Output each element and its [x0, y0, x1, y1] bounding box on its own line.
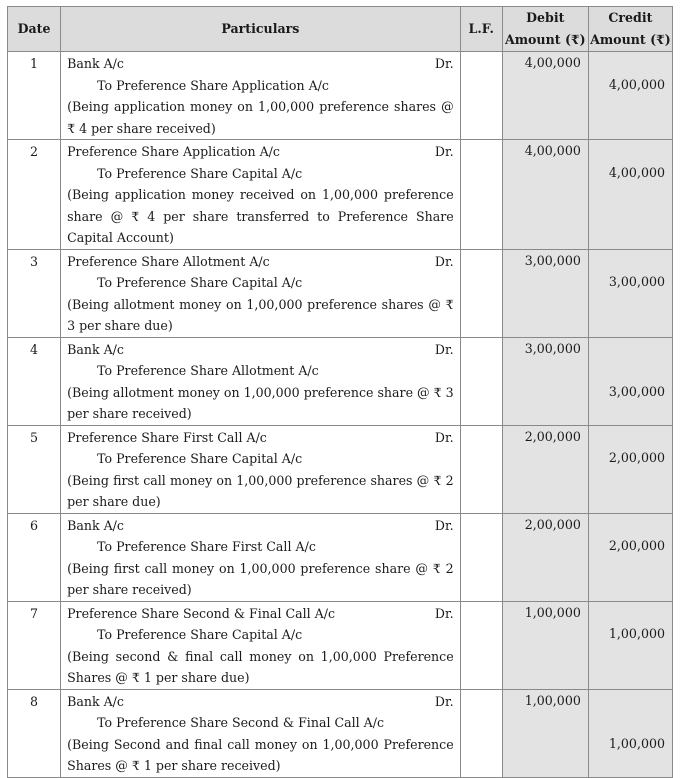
- credit-account: To Preference Share First Call A/c: [97, 539, 316, 554]
- entry-date: 6: [8, 513, 61, 601]
- narration: (Being allotment money on 1,00,000 preference share @ ₹ 3 per share received): [67, 384, 454, 421]
- entry-debit-cell: [502, 425, 588, 513]
- entry-debit-cell: [502, 689, 588, 777]
- entry-credit-cell: [588, 140, 672, 250]
- entry-credit-cell: [588, 513, 672, 601]
- debit-amount: 2,00,000: [524, 428, 581, 444]
- journal-entry: [8, 337, 673, 425]
- narration: (Being first call money on 1,00,000 preference shares @ ₹ 2 per share due): [67, 472, 454, 509]
- entry-credit-cell: [588, 425, 672, 513]
- entry-date: 4: [8, 337, 61, 425]
- entry-date: 1: [8, 52, 61, 140]
- credit-account: To Preference Share Capital A/c: [97, 627, 303, 642]
- journal-entry: [8, 140, 673, 250]
- entry-date: 2: [8, 140, 61, 250]
- header-particulars: Particulars: [61, 7, 461, 52]
- narration: (Being application money received on 1,00,000 preference share @ ₹ 4 per share transferred to Preference Share Capital Account): [67, 187, 454, 245]
- narration: (Being application money on 1,00,000 preference shares @ ₹ 4 per share received): [67, 99, 454, 136]
- entry-debit-cell: [502, 513, 588, 601]
- journal-table: [7, 6, 673, 778]
- journal-entry: [8, 425, 673, 513]
- entry-debit-cell: [502, 140, 588, 250]
- entry-debit-cell: [502, 52, 588, 140]
- journal-entry: [8, 52, 673, 140]
- entry-date: 7: [8, 601, 61, 689]
- credit-amount: 1,00,000: [608, 735, 665, 751]
- credit-account: To Preference Share Capital A/c: [97, 165, 303, 181]
- entry-credit-cell: [588, 337, 672, 425]
- journal-entry: [8, 249, 673, 337]
- credit-account: To Preference Share Allotment A/c: [97, 363, 319, 378]
- debit-amount: 3,00,000: [524, 340, 581, 356]
- entry-debit-cell: [502, 249, 588, 337]
- dr-marker: Dr.: [434, 341, 454, 357]
- narration: (Being second & final call money on 1,00,000 Preference Shares @ ₹ 1 per share due): [67, 648, 454, 685]
- debit-amount: 1,00,000: [524, 604, 581, 620]
- entry-credit-cell: [588, 601, 672, 689]
- header-debit: [502, 7, 588, 52]
- debit-account: Bank A/c: [67, 341, 124, 357]
- debit-account: Bank A/c: [67, 517, 124, 533]
- entry-credit-cell: [588, 249, 672, 337]
- entry-lf: [460, 689, 502, 777]
- entry-credit-cell: [588, 689, 672, 777]
- credit-account: To Preference Share Application A/c: [97, 77, 329, 93]
- narration: (Being first call money on 1,00,000 preference share @ ₹ 2 per share received): [67, 560, 454, 597]
- entry-lf: [460, 337, 502, 425]
- dr-marker: Dr.: [434, 429, 454, 445]
- entry-date: 5: [8, 425, 61, 513]
- entry-lf: [460, 52, 502, 140]
- header-credit-line2: Amount (₹): [590, 32, 671, 47]
- entry-particulars: [61, 425, 461, 513]
- journal-entry: [8, 689, 673, 777]
- entry-date: 8: [8, 689, 61, 777]
- credit-amount: 2,00,000: [608, 538, 665, 553]
- header-debit-line2: Amount (₹): [504, 32, 586, 47]
- header-lf: L.F.: [460, 7, 502, 52]
- narration: (Being allotment money on 1,00,000 preference shares @ ₹ 3 per share due): [67, 296, 454, 333]
- dr-marker: Dr.: [434, 144, 454, 159]
- narration: (Being Second and final call money on 1,00,000 Preference Shares @ ₹ 1 per share received): [67, 736, 454, 773]
- dr-marker: Dr.: [434, 693, 454, 709]
- debit-amount: 2,00,000: [524, 516, 581, 532]
- entry-lf: [460, 249, 502, 337]
- debit-amount: 4,00,000: [524, 55, 581, 70]
- header-debit-line1: Debit: [526, 10, 565, 25]
- journal-entry: [8, 601, 673, 689]
- entry-particulars: [61, 513, 461, 601]
- entry-particulars: [61, 249, 461, 337]
- header-credit-line1: Credit: [608, 10, 653, 25]
- header-date: Date: [8, 7, 61, 52]
- debit-account: Preference Share Second & Final Call A/c: [67, 605, 336, 621]
- header-credit: [588, 7, 672, 52]
- entry-date: 3: [8, 249, 61, 337]
- journal-entry: [8, 513, 673, 601]
- entry-lf: [460, 140, 502, 250]
- entry-lf: [460, 513, 502, 601]
- credit-amount: 3,00,000: [608, 383, 665, 399]
- debit-account: Preference Share Allotment A/c: [67, 253, 270, 269]
- debit-amount: 3,00,000: [524, 252, 581, 268]
- entry-lf: [460, 601, 502, 689]
- credit-amount: 2,00,000: [608, 450, 665, 465]
- entry-particulars: [61, 140, 461, 250]
- debit-account: Preference Share First Call A/c: [67, 429, 267, 445]
- credit-amount: 1,00,000: [608, 626, 665, 641]
- credit-amount: 3,00,000: [608, 274, 665, 289]
- debit-account: Bank A/c: [67, 693, 124, 709]
- entry-lf: [460, 425, 502, 513]
- entry-particulars: [61, 601, 461, 689]
- journal-header: [8, 7, 673, 52]
- dr-marker: Dr.: [434, 517, 454, 533]
- debit-amount: 4,00,000: [524, 143, 581, 158]
- credit-amount: 4,00,000: [608, 76, 665, 92]
- dr-marker: Dr.: [434, 56, 454, 71]
- entry-particulars: [61, 689, 461, 777]
- credit-account: To Preference Share Second & Final Call A/c: [97, 715, 385, 730]
- entry-debit-cell: [502, 601, 588, 689]
- debit-amount: 1,00,000: [524, 692, 581, 708]
- debit-account: Preference Share Application A/c: [67, 144, 280, 159]
- entry-debit-cell: [502, 337, 588, 425]
- dr-marker: Dr.: [434, 253, 454, 269]
- entry-credit-cell: [588, 52, 672, 140]
- credit-amount: 4,00,000: [608, 164, 665, 180]
- dr-marker: Dr.: [434, 605, 454, 621]
- credit-account: To Preference Share Capital A/c: [97, 451, 303, 466]
- entry-particulars: [61, 337, 461, 425]
- entry-particulars: [61, 52, 461, 140]
- credit-account: To Preference Share Capital A/c: [97, 275, 303, 290]
- debit-account: Bank A/c: [67, 56, 124, 71]
